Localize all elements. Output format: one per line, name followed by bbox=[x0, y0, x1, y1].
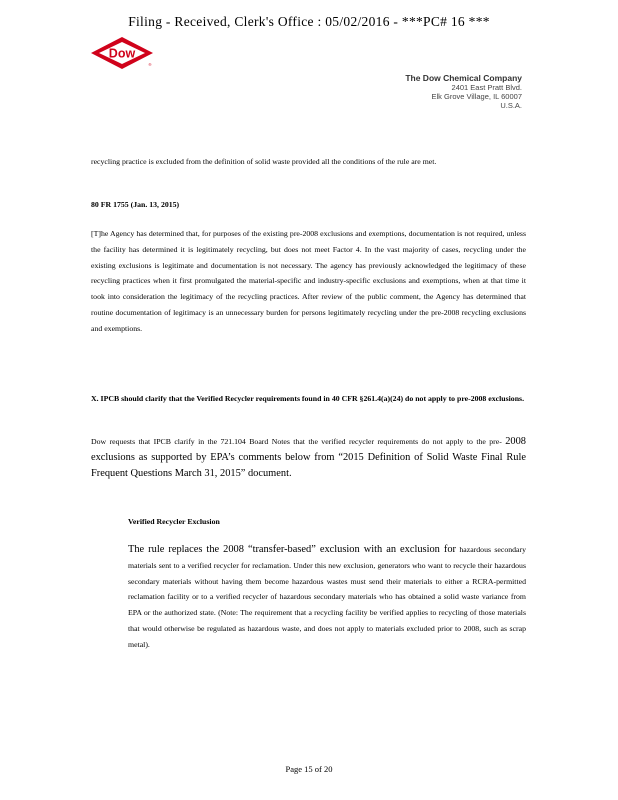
company-address-block bbox=[405, 73, 522, 110]
company-country: U.S.A. bbox=[500, 101, 522, 110]
rule-text-large: The rule replaces the 2008 “transfer-based” exclusion with an exclusion for bbox=[128, 544, 457, 555]
rule-text-small: hazardous secondary materials sent to a verified recycler for reclamation. Under this new exclusion, generators who want to recycle their hazardous secondary materials without having them become hazardous wastes must send their materials to either a RCRA-permitted reclamation facility or to a verified recycler of hazardous secondary materials who has obtained a solid waste variance from EPA or the authorized state. (Note: The requirement that a recycling facility be verified applies to recycling of those materials that would otherwise be regulated as hazardous waste, and does not apply to materials excluded prior to 2008, such as scrap metal). bbox=[128, 545, 526, 649]
page-number: Page 15 of 20 bbox=[285, 764, 333, 774]
quoted-passage: [T]he Agency has determined that, for purposes of the existing pre-2008 exclusions and exemptions, documentation is not required, unless the facility has determined it is legitimately recycling, but does not meet Factor 4. In the vast majority of cases, recycling under the existing exclusions is legitimate and documentation is not necessary. The agency has previously acknowledged the legitimacy of these recycling practices when it first promulgated the material-specific and industry-specific exclusions and exemptions, when at that time it took into consideration the legitimacy of the recycling practices. After review of the public comment, the Agency has determined that routine documentation of legitimacy is an unnecessary burden for persons legitimately recycling under the pre-2008 recycling exclusions and exemptions. bbox=[91, 229, 526, 333]
company-address-line2: Elk Grove Village, IL 60007 bbox=[431, 92, 522, 101]
request-text-large: 2008 exclusions as supported by EPA’s comments below from “2015 Definition of Solid Waste Final Rule Frequent Questions March 31, 2015” document. bbox=[91, 436, 526, 479]
section-heading-x: X. IPCB should clarify that the Verified Recycler requirements found in 40 CFR §261.4(a)(24) do not apply to pre-2008 exclusions. bbox=[91, 394, 525, 403]
request-paragraph bbox=[91, 434, 526, 481]
company-name: The Dow Chemical Company bbox=[405, 73, 522, 83]
subheading-verified-recycler: Verified Recycler Exclusion bbox=[128, 517, 220, 526]
dow-logo-wordmark: Dow bbox=[108, 46, 136, 61]
company-address-line1: 2401 East Pratt Blvd. bbox=[451, 83, 522, 92]
rule-paragraph bbox=[128, 542, 526, 653]
citation-heading: 80 FR 1755 (Jan. 13, 2015) bbox=[91, 200, 180, 209]
dow-logo bbox=[90, 36, 154, 70]
filing-header: Filing - Received, Clerk's Office : 05/02/2016 - ***PC# 16 *** bbox=[128, 14, 490, 29]
request-text-small: Dow requests that IPCB clarify in the 721.104 Board Notes that the verified recycler requirements do not apply to the pre- bbox=[91, 437, 502, 446]
registered-mark: ® bbox=[148, 62, 152, 67]
paragraph-recycling-practice: recycling practice is excluded from the definition of solid waste provided all the conditions of the rule are met. bbox=[91, 157, 437, 166]
